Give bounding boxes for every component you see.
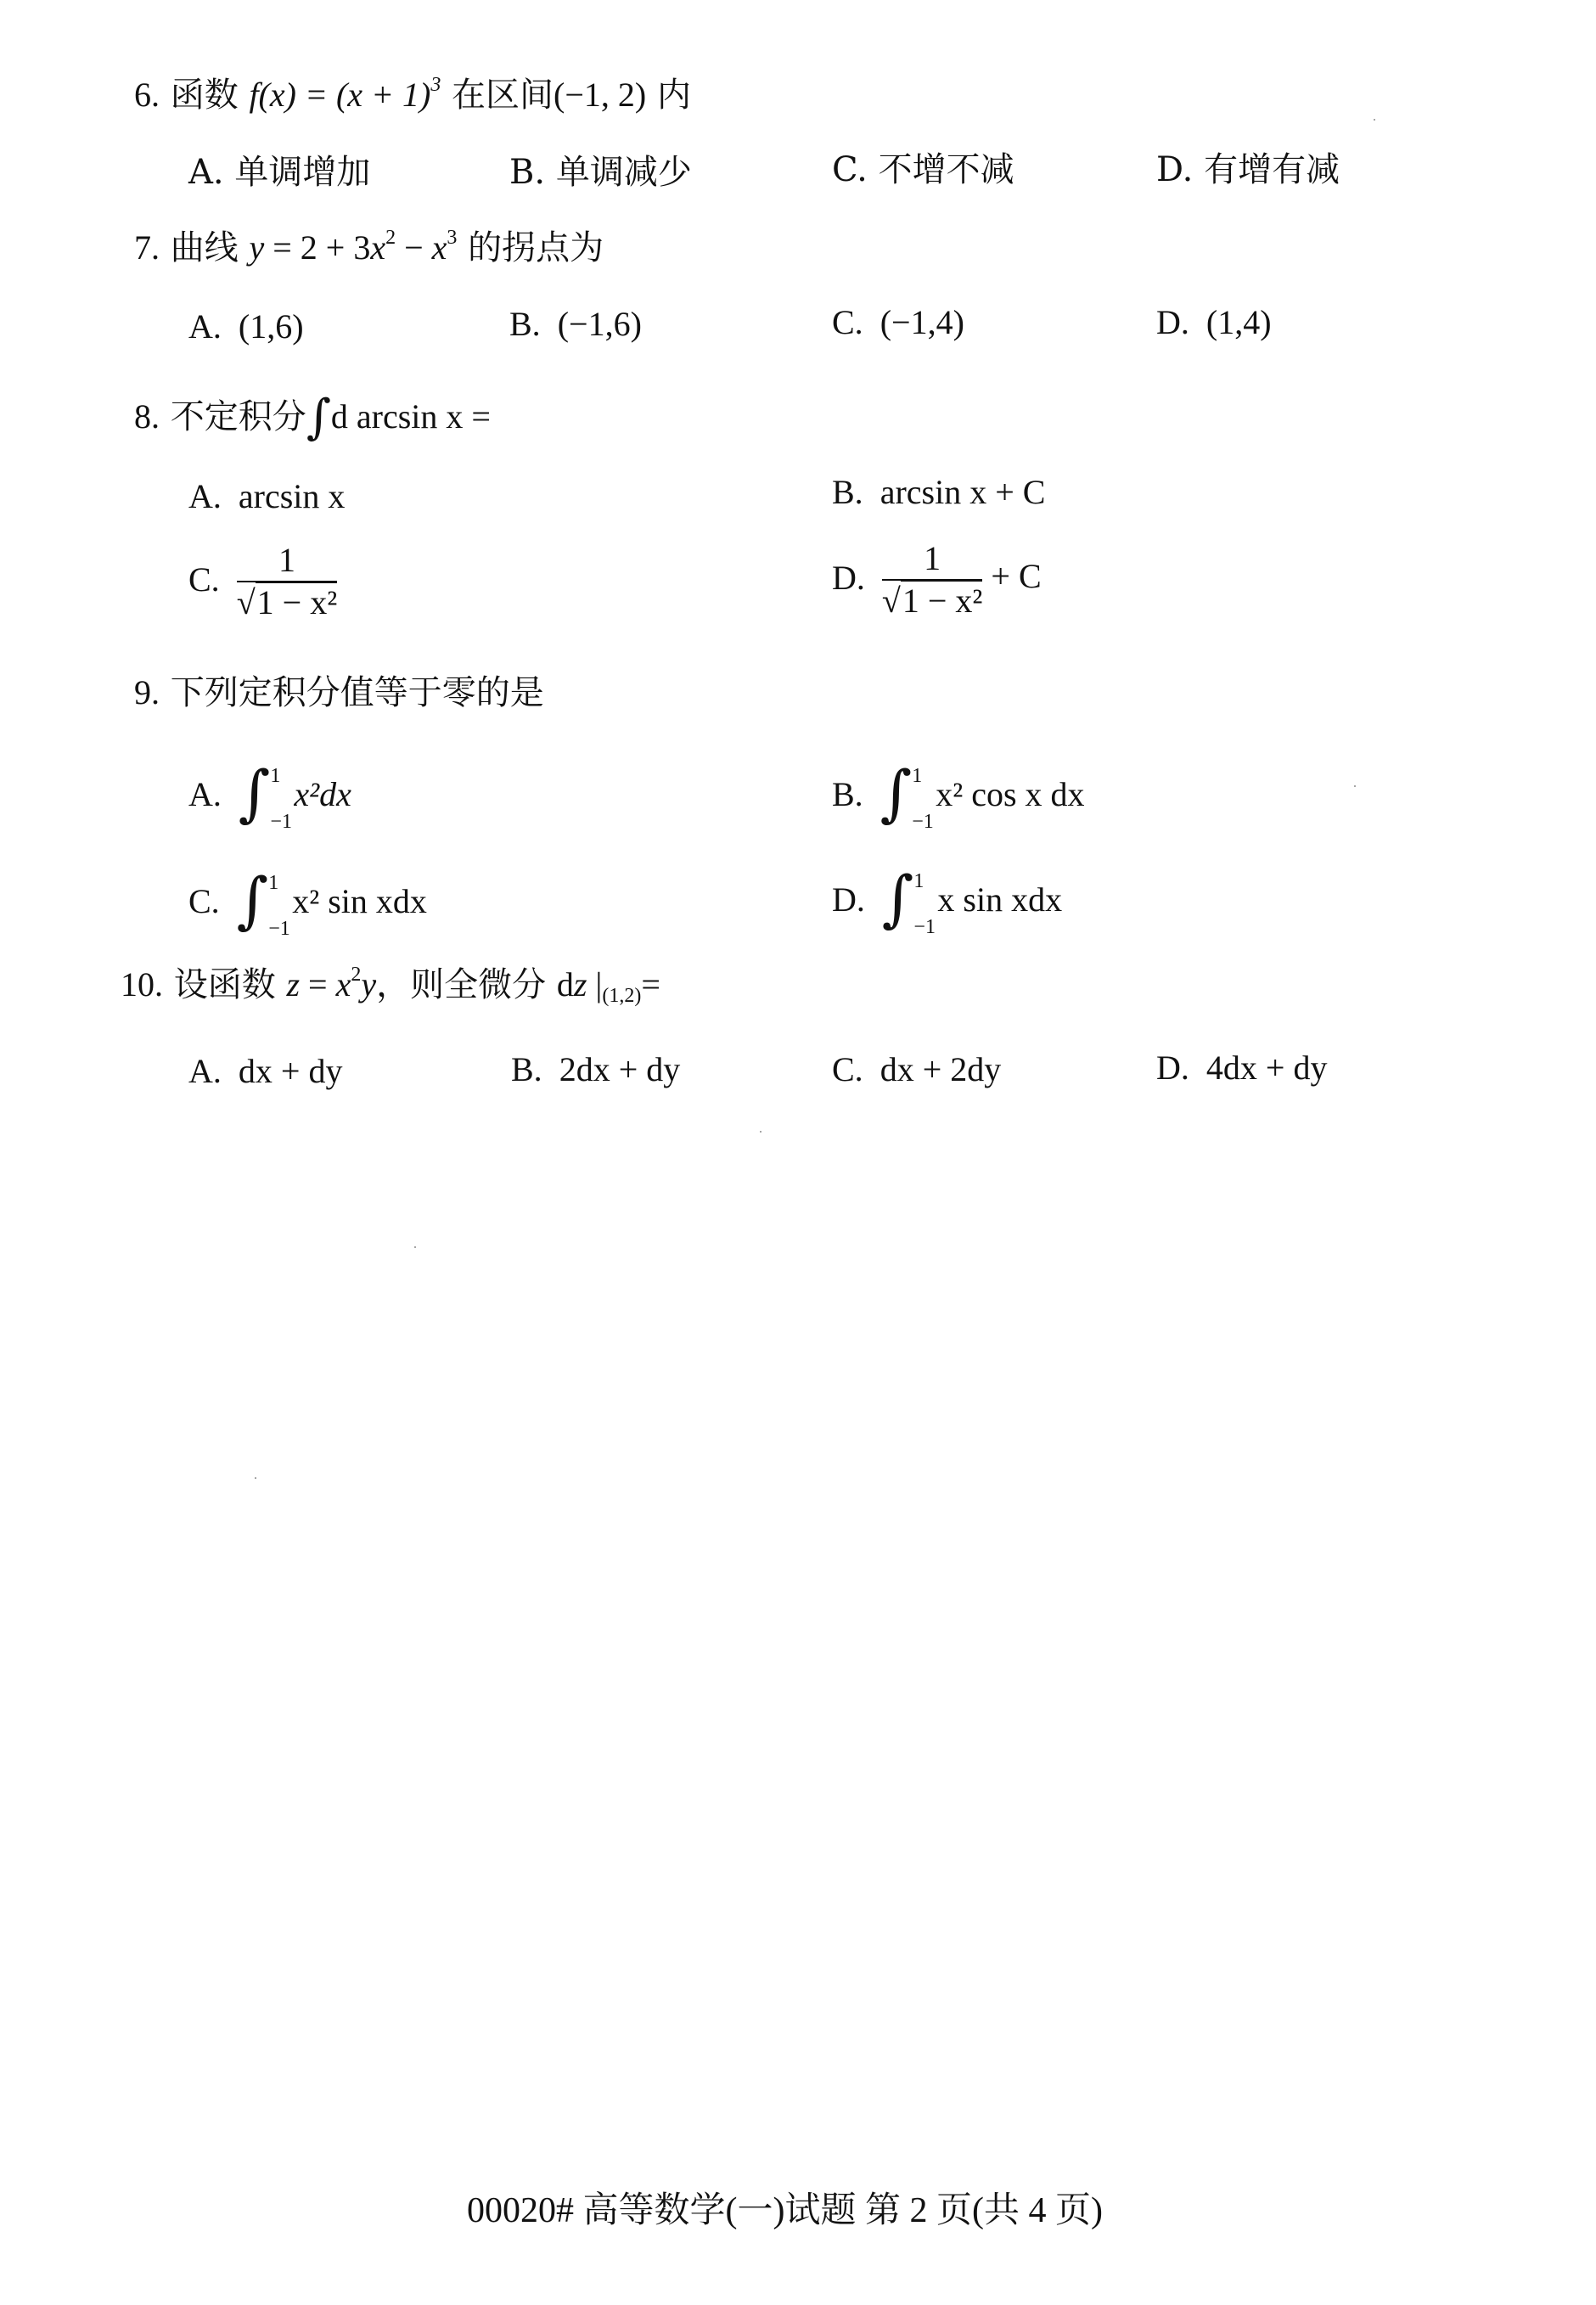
- page-footer: 00020# 高等数学(一)试题 第 2 页(共 4 页): [467, 2191, 1103, 2230]
- scan-speck: [760, 1131, 761, 1133]
- integral-sign: ∫: [306, 390, 331, 445]
- question-9-stem: 9. 下列定积分值等于零的是: [134, 673, 544, 712]
- integral-sign: ∫: [879, 757, 913, 829]
- total-differential: dz $|_{(1,2)}=$: [556, 965, 660, 1008]
- option-10B[interactable]: B. 2dx + dy: [511, 1050, 681, 1088]
- integral-sign: ∫: [236, 864, 269, 936]
- option-8C[interactable]: C. $\frac{1}{\text{√1 − x²}}$: [188, 541, 338, 621]
- fraction: $\frac{1}{\text{√1 − x²}}$: [236, 541, 338, 621]
- scan-speck: [255, 1477, 256, 1479]
- option-7A[interactable]: A. (1,6): [188, 307, 304, 346]
- option-6C[interactable]: C. 不增不减: [832, 150, 1014, 189]
- question-8-stem: 8. 不定积分∫d arcsin x =: [134, 390, 491, 445]
- question-number: 6.: [134, 76, 160, 114]
- option-7C[interactable]: C. (−1,4): [832, 303, 964, 341]
- option-7D[interactable]: D. (1,4): [1156, 303, 1272, 341]
- question-7-stem: 7. 曲线 $y = 2 + 3x^2 - x^3$ 的拐点为: [134, 227, 604, 267]
- question-6-stem: 6. 函数 $f(x) = (x + 1)^3$ 在区间(−1, 2) 内: [134, 74, 691, 115]
- option-6A[interactable]: A. 单调增加: [188, 153, 371, 192]
- option-8D[interactable]: D. $\frac{1}{\text{√1 − x²}}$ + C: [832, 539, 1042, 620]
- integral-sign: ∫: [238, 757, 271, 829]
- option-8B[interactable]: B. arcsin x + C: [832, 473, 1046, 511]
- option-6D[interactable]: D. 有增有减: [1156, 150, 1340, 189]
- fraction: $\frac{1}{\text{√1 − x²}}$: [881, 539, 983, 620]
- scan-speck: [1354, 785, 1356, 787]
- integral-sign: ∫: [881, 863, 914, 934]
- scan-speck: [414, 1246, 416, 1248]
- option-9B[interactable]: B. ∫ 1 −1 x² cos x dx: [832, 757, 1085, 833]
- option-10D[interactable]: D. 4dx + dy: [1156, 1048, 1328, 1087]
- option-6B[interactable]: B. 单调减少: [509, 153, 692, 192]
- option-8A[interactable]: A. arcsin x: [188, 477, 346, 515]
- curve-equation: $y = 2 + 3x^2 - x^3$: [249, 227, 458, 267]
- option-9D[interactable]: D. ∫ 1 −1 x sin xdx: [832, 863, 1063, 938]
- scan-speck: [1374, 119, 1375, 121]
- option-10C[interactable]: C. dx + 2dy: [832, 1050, 1002, 1088]
- function-expression: $f(x) = (x + 1)^3$: [249, 74, 441, 114]
- option-7B[interactable]: B. (−1,6): [509, 305, 642, 343]
- question-10-stem: 10. 设函数 $z = x^2y$，则全微分 dz $|_{(1,2)}=$: [121, 964, 660, 1008]
- option-9C[interactable]: C. ∫ 1 −1 x² sin xdx: [188, 864, 427, 940]
- option-10A[interactable]: A. dx + dy: [188, 1052, 343, 1090]
- option-9A[interactable]: A. ∫ 1 −1 x²dx: [188, 757, 351, 833]
- function-expression: $z = x^2y$: [286, 964, 377, 1004]
